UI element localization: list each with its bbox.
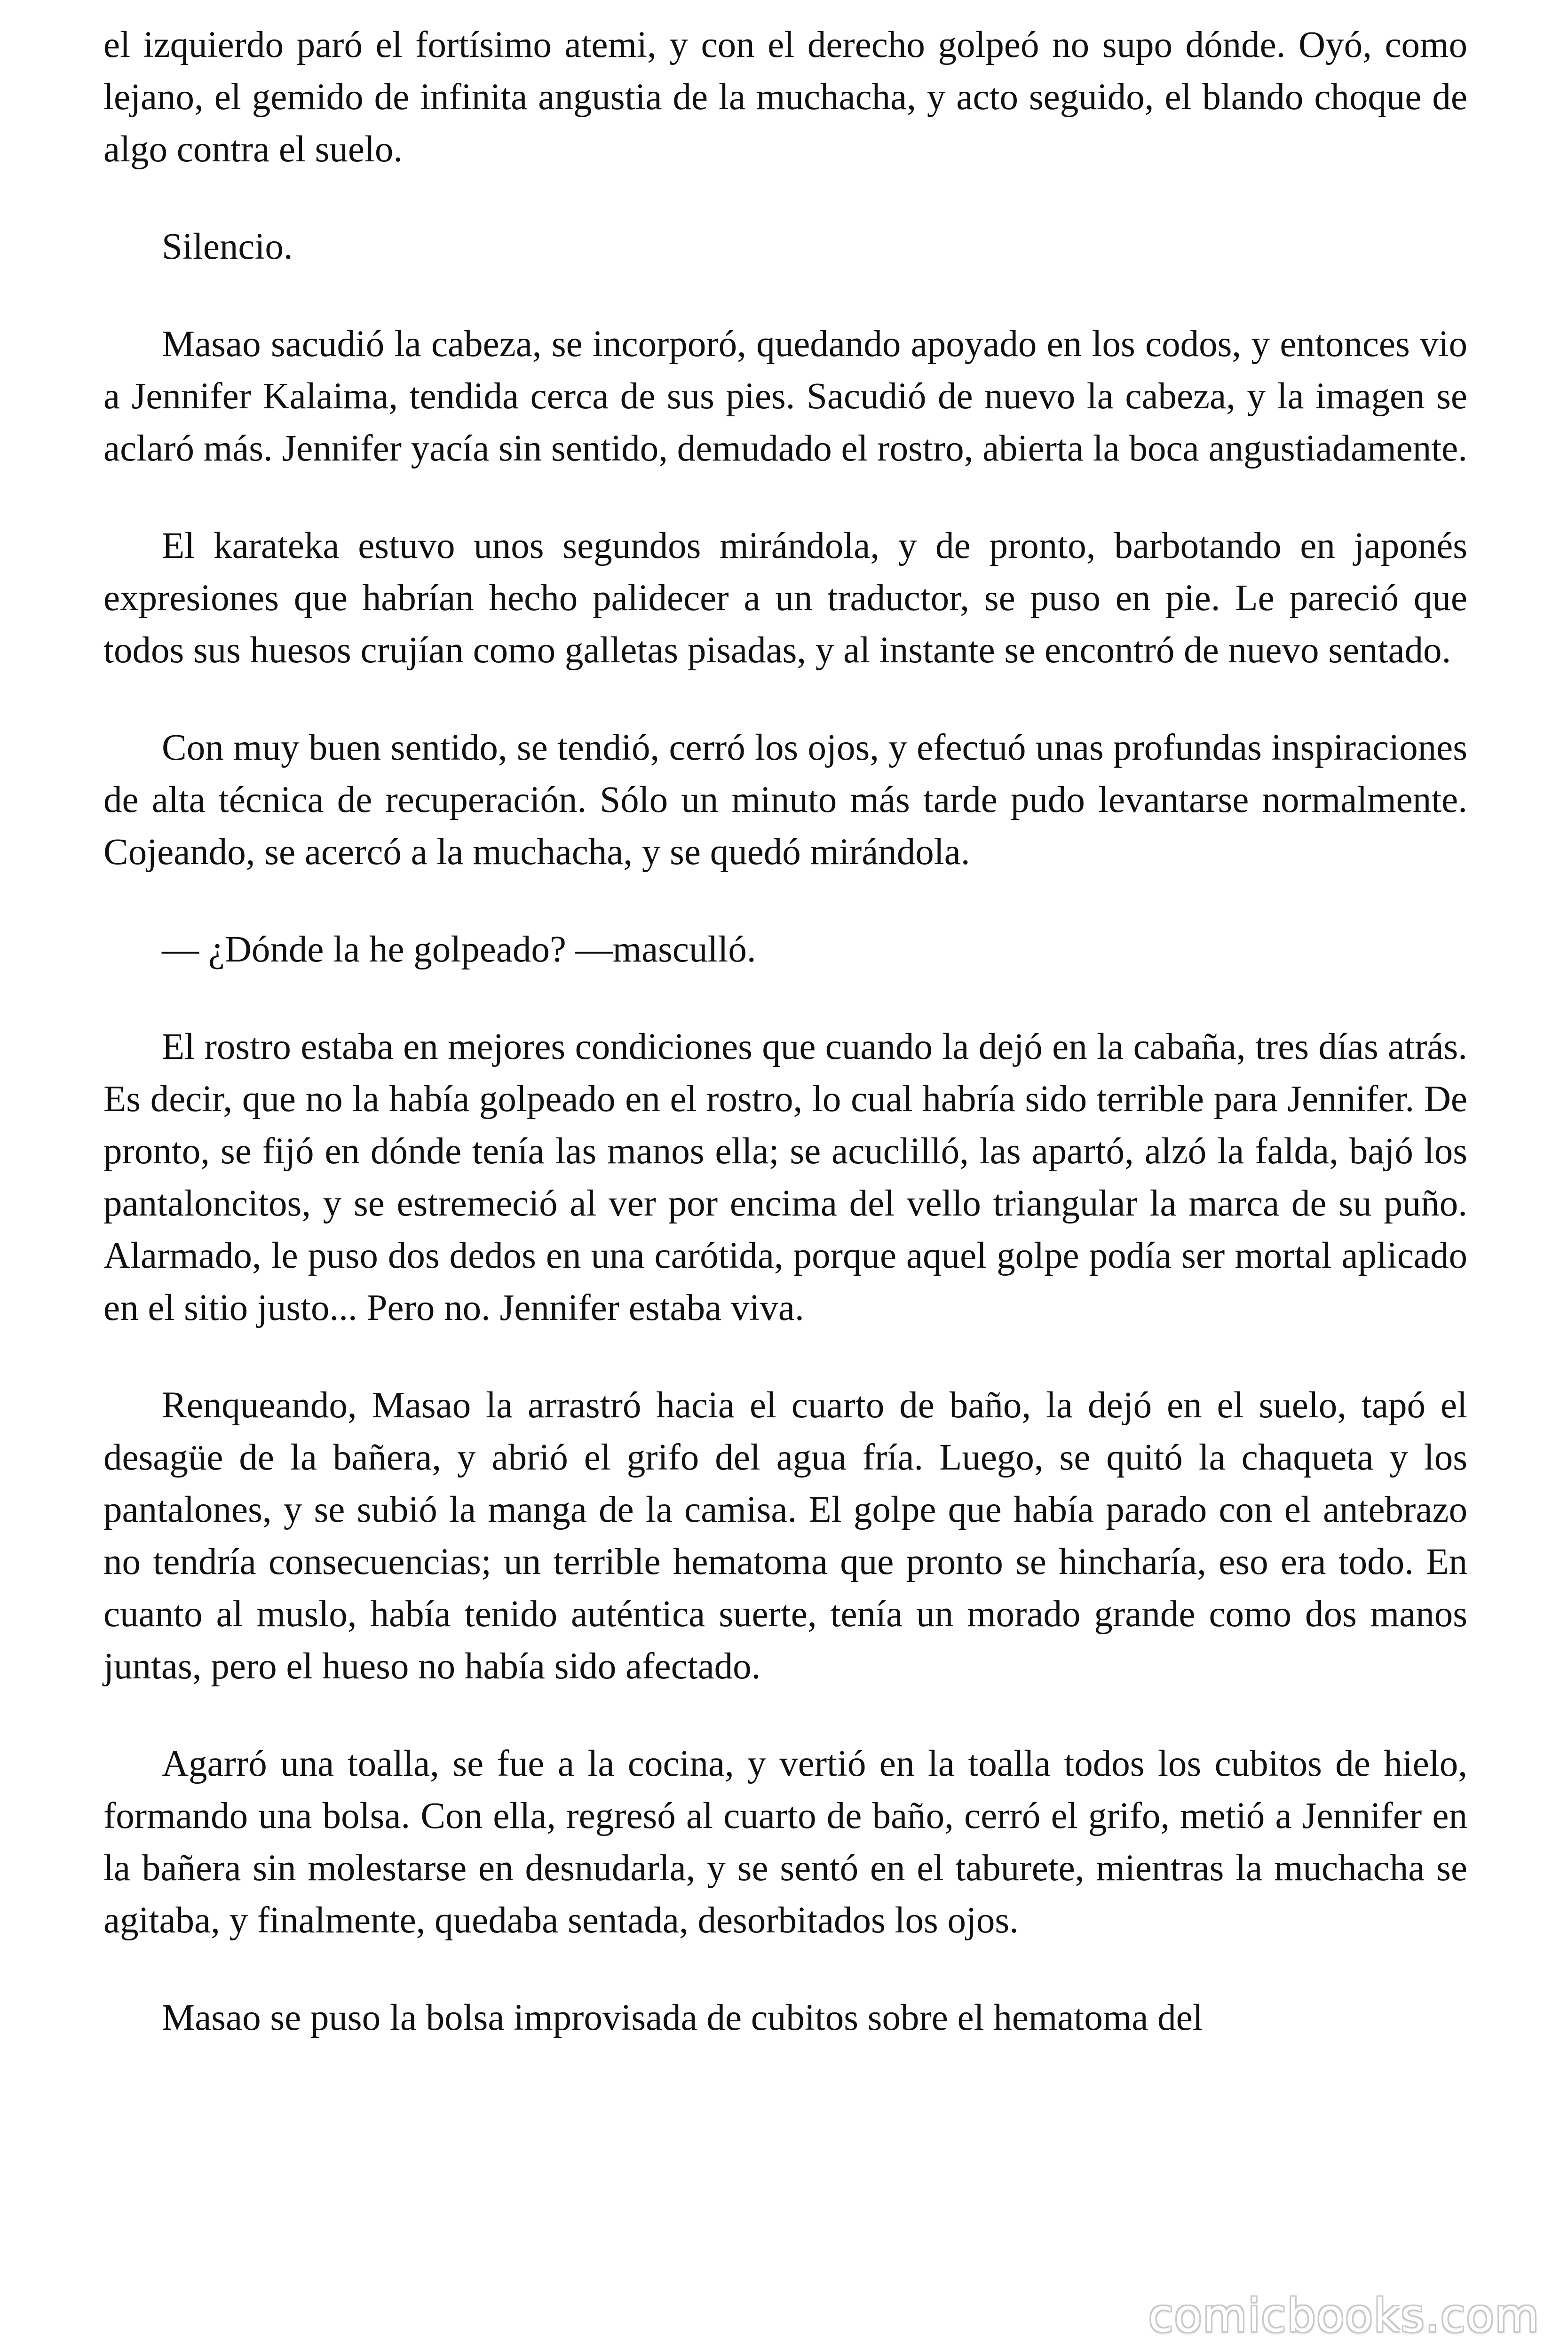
paragraph-6-dialogue: — ¿Dónde la he golpeado? —masculló.	[162, 929, 756, 970]
paragraph-10: Masao se puso la bolsa improvisada de cubitos sobre el hematoma del	[162, 1997, 1203, 2038]
watermark-logo: comicbooks.com	[1148, 2289, 1540, 2342]
paragraph-3: Masao sacudió la cabeza, se incorporó, quedando apoyado en los codos, y entonces vio a Jennifer Kalaima, tendida cerca de sus pies. Sacudió de nuevo la cabeza, y la imagen se aclaró más. Jennifer yacía sin sentido, demudado el rostro, abierta la boca angustiadamente.	[103, 324, 1467, 469]
paragraph-7: El rostro estaba en mejores condiciones que cuando la dejó en la cabaña, tres días atrás. Es decir, que no la había golpeado en el rostro, lo cual habría sido terrible para Jennifer. De pronto, se fijó en dónde tenía las manos ella; se acuclilló, las apartó, alzó la falda, bajó los pantaloncitos, y se estremeció al ver por encima del vello triangular la marca de su puño. Alarmado, le puso dos dedos en una carótida, porque aquel golpe podía ser mortal aplicado en el sitio justo... Pero no. Jennifer estaba viva.	[103, 1026, 1467, 1328]
paragraph-9: Agarró una toalla, se fue a la cocina, y vertió en la toalla todos los cubitos de hielo, formando una bolsa. Con ella, regresó al cuarto de baño, cerró el grifo, metió a Jennifer en la bañera sin molestarse en desnudarla, y se sentó en el taburete, mientras la muchacha se agitaba, y finalmente, quedaba sentada, desorbitados los ojos.	[103, 1743, 1467, 1941]
paragraph-1: el izquierdo paró el fortísimo atemi, y con el derecho golpeó no supo dónde. Oyó, como lejano, el gemido de infinita angustia de la muchacha, y acto seguido, el blando choque de algo contra el suelo.	[103, 24, 1467, 170]
paragraph-8: Renqueando, Masao la arrastró hacia el cuarto de baño, la dejó en el suelo, tapó el desagüe de la bañera, y abrió el grifo del agua fría. Luego, se quitó la chaqueta y los pantalones, y se subió la manga de la camisa. El golpe que había parado con el antebrazo no tendría consecuencias; un terrible hematoma que pronto se hincharía, eso era todo. En cuanto al muslo, había tenido auténtica suerte, tenía un morado grande como dos manos juntas, pero el hueso no había sido afectado.	[103, 1385, 1467, 1687]
paragraph-5: Con muy buen sentido, se tendió, cerró los ojos, y efectuó unas profundas inspiraciones de alta técnica de recuperación. Sólo un minuto más tarde pudo levantarse normalmente. Cojeando, se acercó a la muchacha, y se quedó mirándola.	[103, 727, 1467, 873]
book-page-text	[103, 19, 1467, 2089]
paragraph-4: El karateka estuvo unos segundos mirándola, y de pronto, barbotando en japonés expresiones que habrían hecho palidecer a un traductor, se puso en pie. Le pareció que todos sus huesos crujían como galletas pisadas, y al instante se encontró de nuevo sentado.	[103, 525, 1467, 671]
paragraph-2: Silencio.	[162, 226, 293, 267]
